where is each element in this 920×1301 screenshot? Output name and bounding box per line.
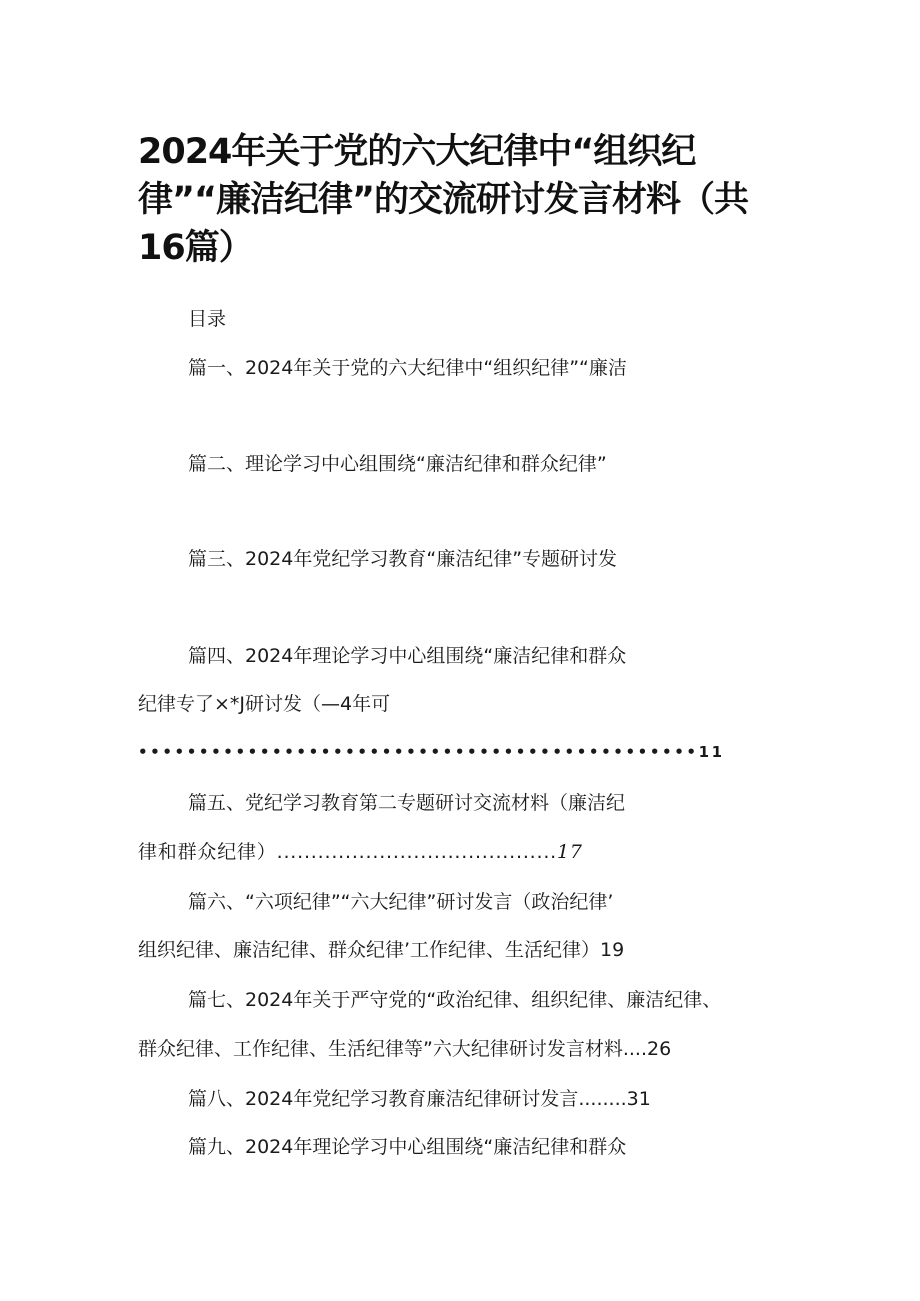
toc-entry-5: 篇五、党纪学习教育第二专题研讨交流材料（廉洁纪 (188, 792, 626, 814)
toc-entry-5-line-2 (138, 840, 583, 864)
toc-entry-4: 篇四、2024年理论学习中心组围绕“廉洁纪律和群众 (188, 645, 627, 667)
toc-entry-8: 篇八、2024年党纪学习教育廉洁纪律研讨发言........31 (188, 1088, 651, 1110)
toc-entry-6-line-2: 组织纪律、廉洁纪律、群众纪律’工作纪律、生活纪律）19 (138, 939, 625, 961)
toc-entry-2: 篇二、理论学习中心组围绕“廉洁纪律和群众纪律” (188, 453, 607, 475)
toc-entry-7-line-2: 群众纪律、工作纪律、生活纪律等”六大纪律研讨发言材料....26 (138, 1038, 672, 1060)
title-line-3: 16篇） (138, 228, 253, 268)
toc-entry-5-text: 律和群众纪律）......................................... (138, 841, 558, 863)
toc-entry-5-page: 17 (557, 841, 583, 863)
toc-entry-4-leader: ••••••••••••••••••••••••••••••••••••••••••••••11 (138, 743, 725, 761)
title-line-1: 2024年关于党的六大纪律中“组织纪 (138, 132, 696, 172)
document-title (138, 128, 788, 272)
toc-entry-3: 篇三、2024年党纪学习教育“廉洁纪律”专题研讨发 (188, 548, 618, 570)
toc-entry-7: 篇七、2024年关于严守党的“政治纪律、组织纪律、廉洁纪律、 (188, 989, 722, 1011)
toc-entry-1: 篇一、2024年关于党的六大纪律中“组织纪律”“廉洁 (188, 357, 627, 379)
toc-heading: 目录 (188, 308, 227, 330)
toc-entry-6: 篇六、“六项纪律”“六大纪律”研讨发言（政治纪律’ (188, 891, 614, 913)
toc-entry-9: 篇九、2024年理论学习中心组围绕“廉洁纪律和群众 (188, 1136, 627, 1158)
title-line-2: 律”“廉洁纪律”的交流研讨发言材料（共 (138, 180, 749, 220)
toc-entry-4-line-2: 纪律专了×*J研讨发（—4年可 (138, 693, 391, 715)
